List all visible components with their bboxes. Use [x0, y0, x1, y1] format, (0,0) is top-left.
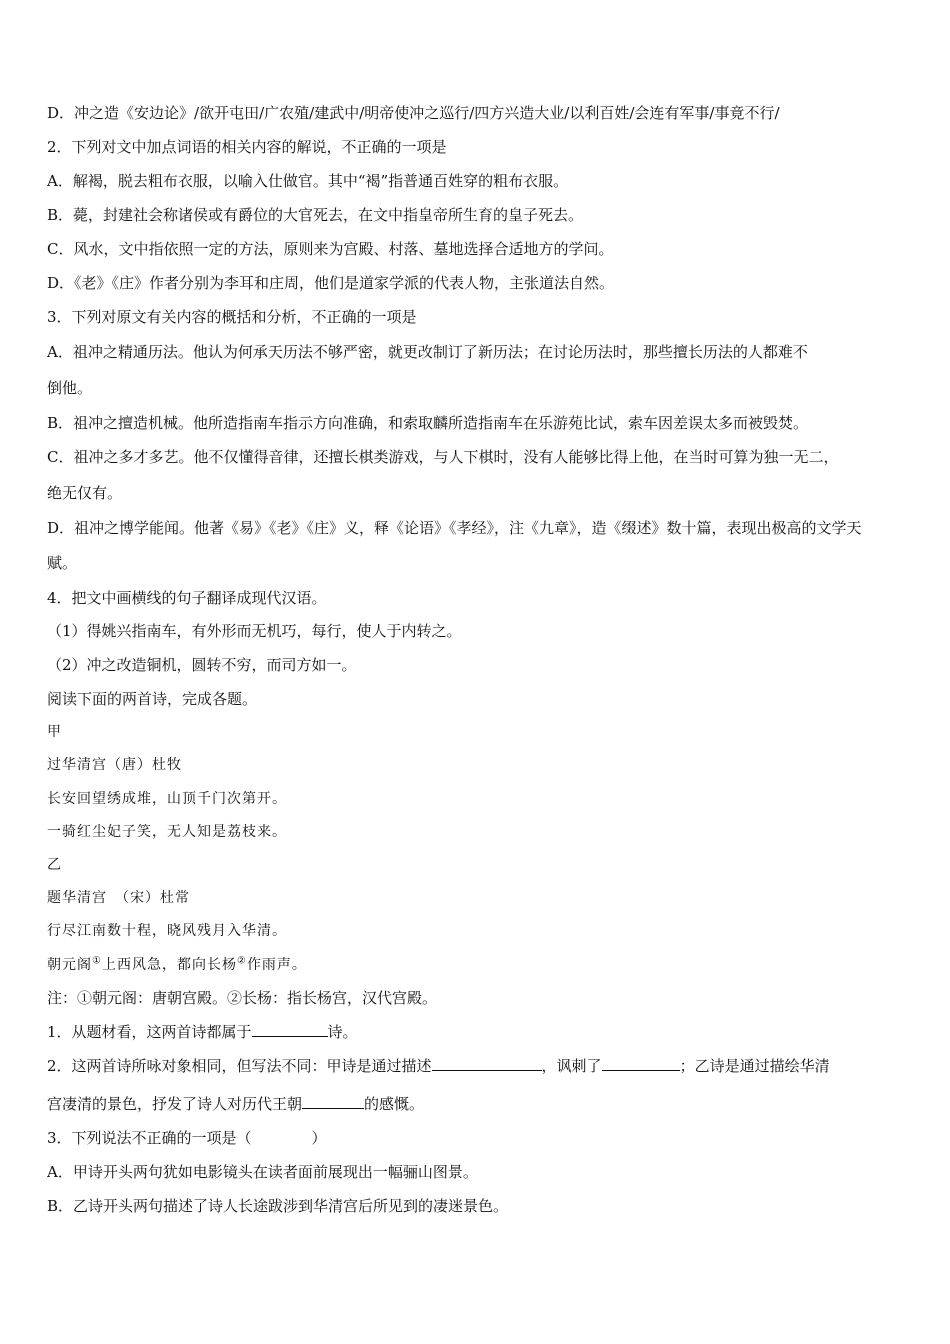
poem-b-line-2-part-2: 上西风急，都向长杨: [101, 957, 237, 973]
poem-question-3-option-b: B．乙诗开头两句描述了诗人长途跋涉到华清宫后所见到的凄迷景色。: [47, 1197, 509, 1215]
question-3-option-a: A．祖冲之精通历法。他认为何承天历法不够严密，就更改制订了新历法；在讨论历法时，那些擅长历法的人都难不: [47, 343, 808, 361]
poem-question-1: [47, 1022, 358, 1042]
question-2-option-d: D．《老》《庄》作者分别为李耳和庄周，他们是道家学派的代表人物，主张道法自然。: [47, 274, 615, 292]
poem-a-line-2: 一骑红尘妃子笑，无人知是荔枝来。: [47, 824, 287, 840]
poem-question-2-mid: ，讽刺了: [541, 1057, 602, 1075]
question-4: 4．把文中画横线的句子翻译成现代汉语。: [47, 589, 327, 607]
footnote-marker-1: ①: [92, 955, 102, 967]
question-3-option-c-cont: 绝无仅有。: [47, 484, 123, 502]
question-4-item-1: （1）得姚兴指南车，有外形而无机巧，每行，使人于内转之。: [47, 622, 462, 640]
question-2-option-a: A．解褐，脱去粗布衣服，以喻入仕做官。其中“褐”指普通百姓穿的粗布衣服。: [47, 172, 569, 190]
poem-question-2: [47, 1056, 830, 1076]
poem-b-line-2-part-1: 朝元阁: [47, 957, 92, 973]
answer-blank-1[interactable]: [252, 1022, 328, 1037]
poem-b-title: 题华清宫 （宋）杜常: [47, 890, 190, 906]
option-d-sentence-break: D．冲之造《安边论》/欲开屯田/广农殖/建武中/明帝使冲之巡行/四方兴造大业/以利百姓/会连有军事/事竟不行/: [47, 104, 780, 122]
poem-question-2-cont: [47, 1094, 424, 1114]
question-2-option-c: C．风水，文中指依照一定的方法，原则来为宫殿、村落、墓地选择合适地方的学问。: [47, 240, 614, 258]
question-2-option-b: B．薨，封建社会称诸侯或有爵位的大官死去，在文中指皇帝所生育的皇子死去。: [47, 206, 584, 224]
footnote-marker-2: ②: [236, 955, 247, 967]
poem-b-line-1: 行尽江南数十程，晓风残月入华清。: [47, 923, 287, 939]
question-3-option-d: D．祖冲之博学能闻。他著《易》《老》《庄》义，释《论语》《孝经》，注《九章》，造《缀述》数十篇，表现出极高的文学天: [47, 519, 862, 537]
poem-question-3-option-a: A．甲诗开头两句犹如电影镜头在读者面前展现出一幅骊山图景。: [47, 1163, 478, 1181]
question-3-option-d-cont: 赋。: [47, 554, 78, 572]
poem-question-2-text: 2．这两首诗所咏对象相同，但写法不同：甲诗是通过描述: [47, 1057, 432, 1075]
question-3-option-c: C．祖冲之多才多艺。他不仅懂得音律，还擅长棋类游戏，与人下棋时，没有人能够比得上他，在当时可算为独一无二，: [47, 448, 839, 466]
question-3: 3．下列对原文有关内容的概括和分析，不正确的一项是: [47, 308, 417, 326]
poem-question-1-suffix: 诗。: [327, 1023, 358, 1041]
poem-b-line-2: [47, 955, 307, 975]
poem-a-line-1: 长安回望绣成堆，山顶千门次第开。: [47, 791, 287, 807]
poem-b-label: 乙: [47, 857, 62, 873]
answer-blank-2[interactable]: [432, 1056, 542, 1071]
question-4-item-2: （2）冲之改造铜机，圆转不穷，而司方如一。: [47, 656, 357, 674]
poem-question-2-cont-text: 宫凄清的景色，抒发了诗人对历代王朝: [47, 1095, 303, 1113]
poem-a-title: 过华清宫（唐）杜牧: [47, 757, 182, 773]
poem-question-3: 3．下列说法不正确的一项是（ ）: [47, 1129, 327, 1147]
poem-a-label: 甲: [47, 724, 62, 740]
poem-question-2-cont-suffix: 的感慨。: [364, 1095, 425, 1113]
question-2: 2．下列对文中加点词语的相关内容的解说，不正确的一项是: [47, 138, 447, 156]
poem-b-line-2-part-3: 作雨声。: [246, 957, 307, 973]
answer-blank-3[interactable]: [602, 1056, 680, 1071]
poem-question-1-text: 1．从题材看，这两首诗都属于: [47, 1023, 252, 1041]
question-3-option-a-cont: 倒他。: [47, 379, 93, 397]
answer-blank-4[interactable]: [302, 1094, 364, 1109]
question-3-option-b: B．祖冲之擅造机械。他所造指南车指示方向准确，和索取麟所造指南车在乐游苑比试，索车因差误太多而被毁焚。: [47, 414, 809, 432]
poems-intro: 阅读下面的两首诗，完成各题。: [47, 690, 258, 708]
poem-question-2-tail: ；乙诗是通过描绘华清: [679, 1057, 830, 1075]
poem-notes: 注：①朝元阁：唐朝宫殿。②长杨：指长杨宫，汉代宫殿。: [47, 989, 438, 1007]
